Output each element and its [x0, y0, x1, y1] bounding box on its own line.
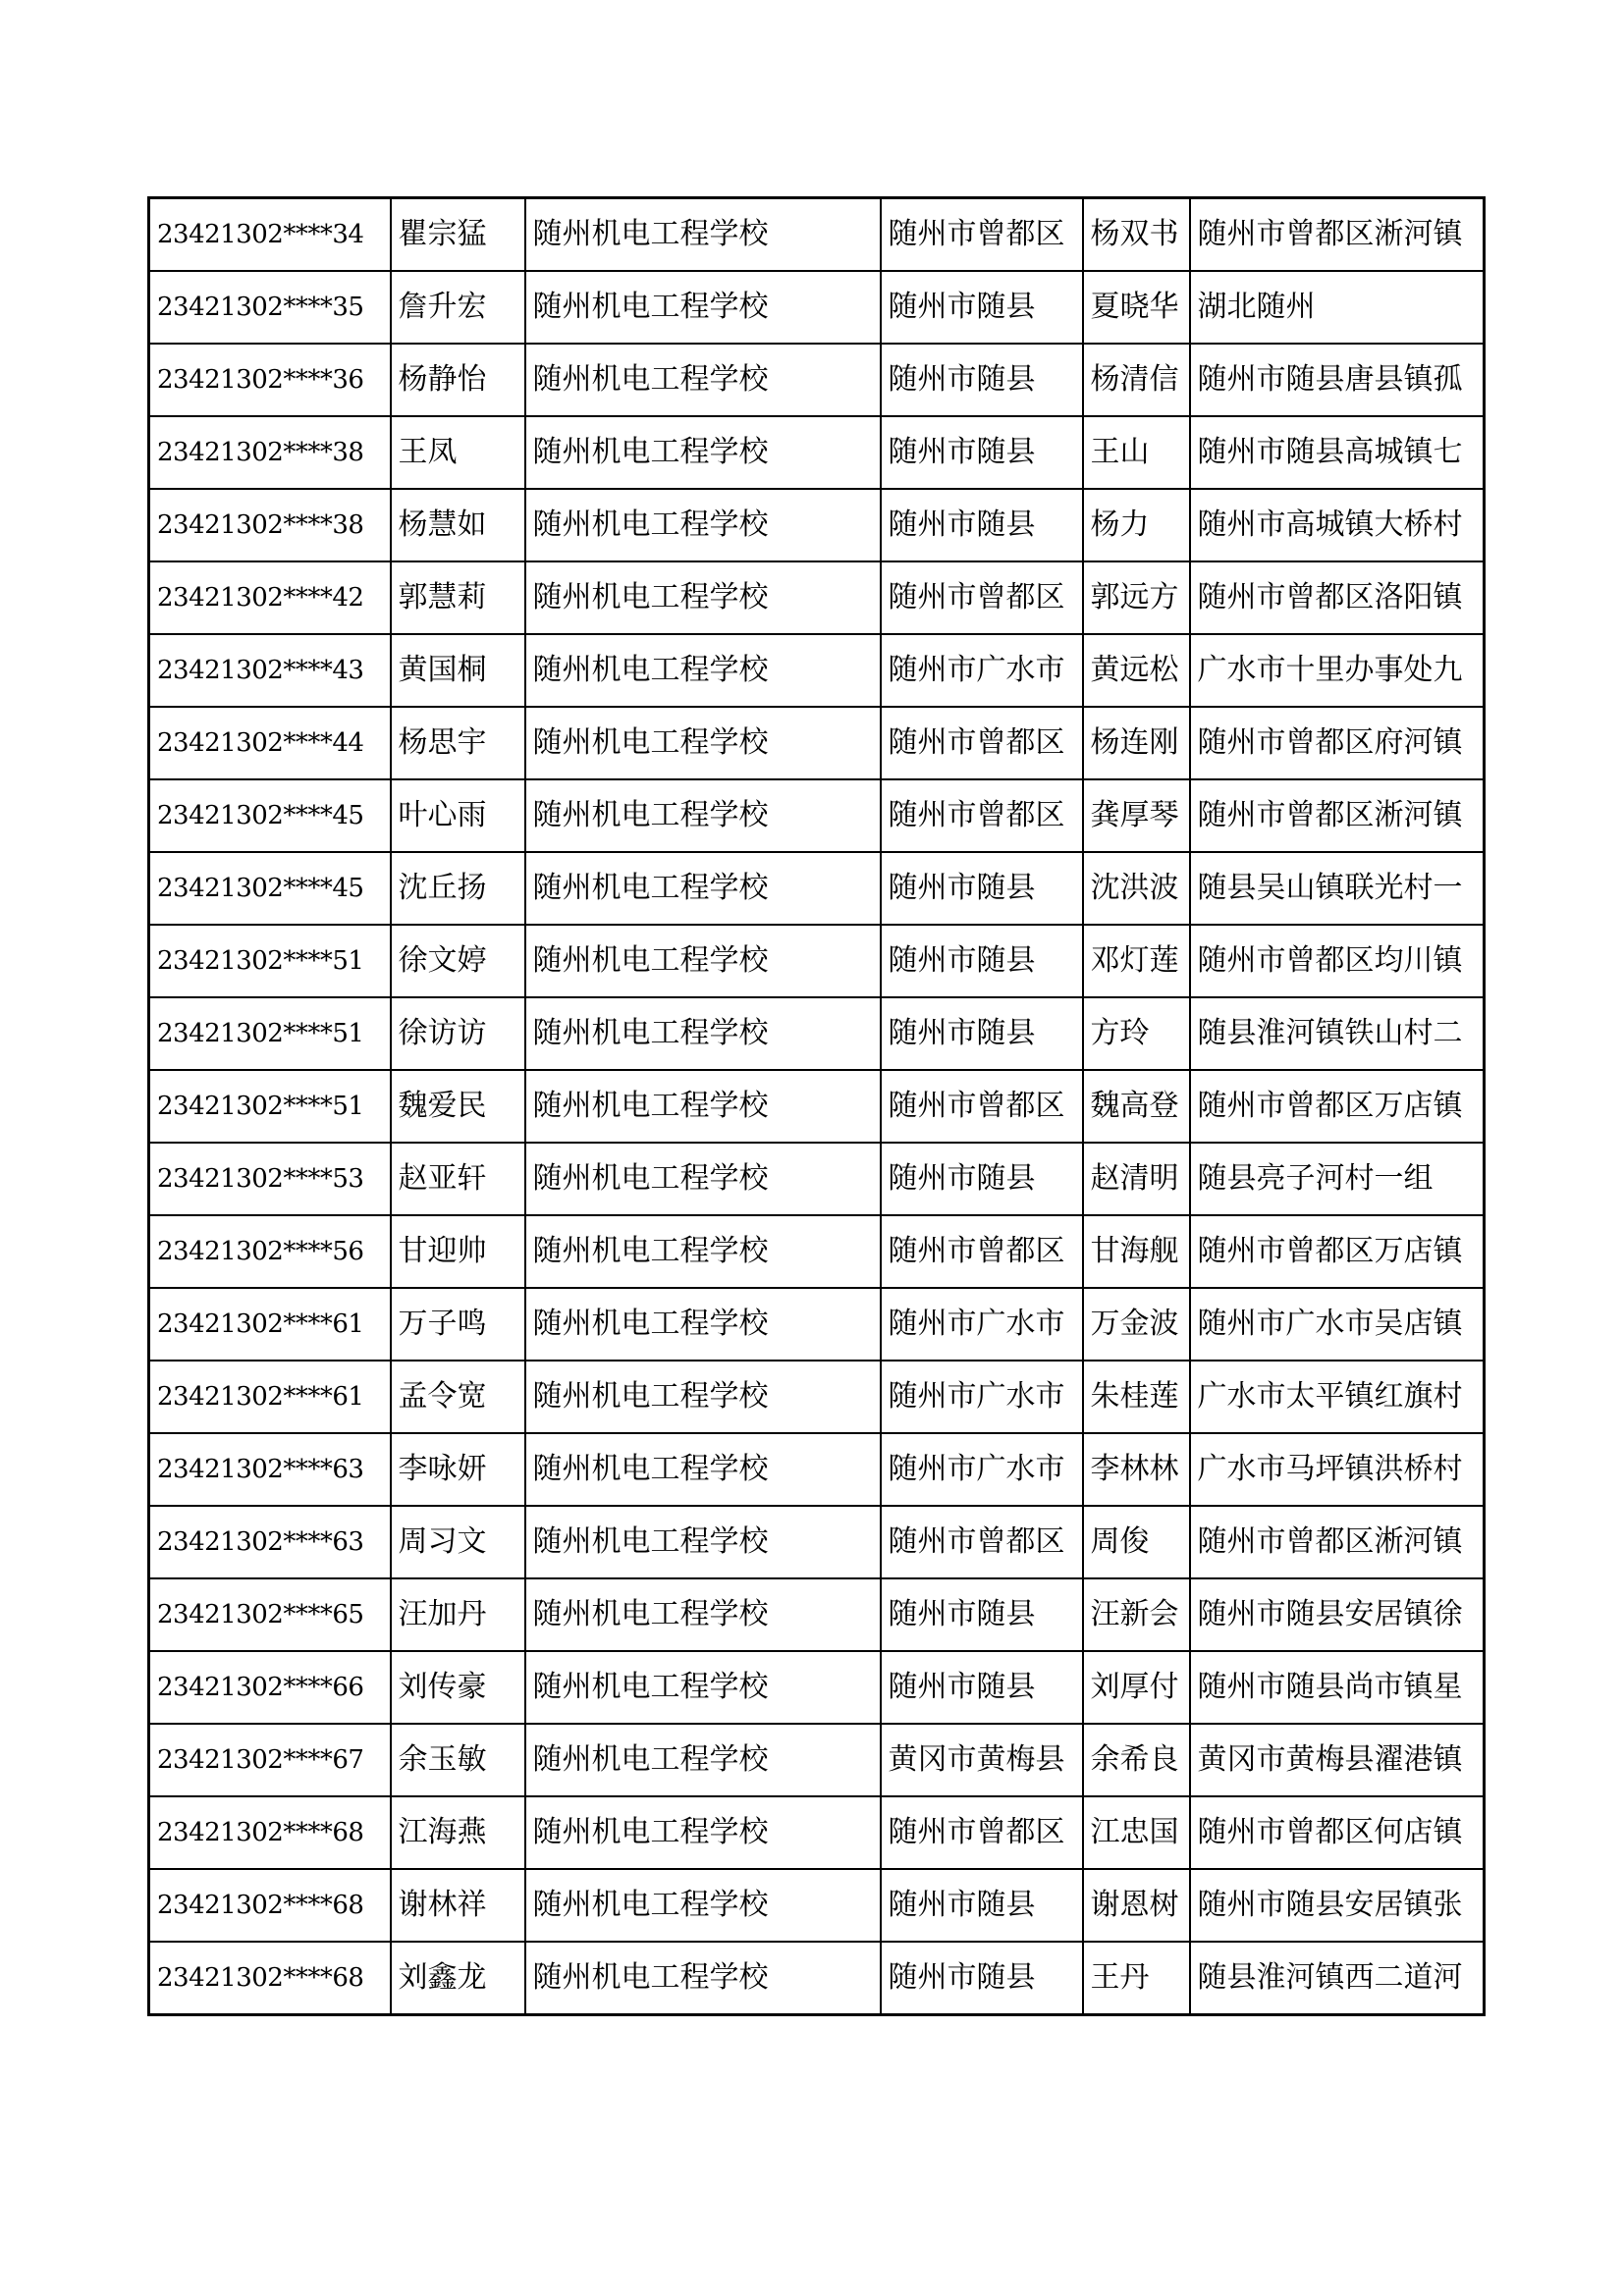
student-name-cell: 甘迎帅: [391, 1215, 525, 1288]
address-cell: 随州市随县高城镇七: [1190, 416, 1485, 489]
student-name-cell: 郭慧莉: [391, 561, 525, 634]
student-name-cell: 孟令宽: [391, 1361, 525, 1433]
table-row: [149, 1361, 1485, 1433]
student-id-cell: 23421302****51: [149, 1070, 391, 1143]
region-cell: 随州市随县: [881, 416, 1083, 489]
region-cell: 随州市随县: [881, 271, 1083, 344]
table-row: [149, 1796, 1485, 1869]
address-cell: 随州市曾都区均川镇: [1190, 925, 1485, 997]
region-cell: 随州市曾都区: [881, 707, 1083, 779]
student-id-cell: 23421302****45: [149, 852, 391, 925]
table-row: [149, 416, 1485, 489]
guardian-cell: 郭远方: [1083, 561, 1190, 634]
student-name-cell: 周习文: [391, 1506, 525, 1578]
address-cell: 随州市曾都区万店镇: [1190, 1215, 1485, 1288]
region-cell: 随州市曾都区: [881, 1796, 1083, 1869]
table-row: [149, 1288, 1485, 1361]
guardian-cell: 周俊: [1083, 1506, 1190, 1578]
student-id-cell: 23421302****51: [149, 997, 391, 1070]
student-name-cell: 谢林祥: [391, 1869, 525, 1942]
guardian-cell: 王丹: [1083, 1942, 1190, 2015]
address-cell: 随州市曾都区淅河镇: [1190, 1506, 1485, 1578]
region-cell: 随州市广水市: [881, 634, 1083, 707]
student-name-cell: 杨静怡: [391, 344, 525, 416]
region-cell: 随州市随县: [881, 1869, 1083, 1942]
guardian-cell: 方玲: [1083, 997, 1190, 1070]
table-row: [149, 489, 1485, 561]
student-name-cell: 刘传豪: [391, 1651, 525, 1724]
table-row: [149, 1724, 1485, 1796]
student-id-cell: 23421302****44: [149, 707, 391, 779]
address-cell: 广水市十里办事处九: [1190, 634, 1485, 707]
guardian-cell: 甘海舰: [1083, 1215, 1190, 1288]
student-name-cell: 詹升宏: [391, 271, 525, 344]
address-cell: 广水市太平镇红旗村: [1190, 1361, 1485, 1433]
student-name-cell: 瞿宗猛: [391, 198, 525, 272]
table-row: [149, 1578, 1485, 1651]
table-row: [149, 1143, 1485, 1215]
guardian-cell: 龚厚琴: [1083, 779, 1190, 852]
table-row: [149, 925, 1485, 997]
guardian-cell: 杨双书: [1083, 198, 1190, 272]
school-cell: 随州机电工程学校: [525, 1143, 881, 1215]
student-name-cell: 汪加丹: [391, 1578, 525, 1651]
guardian-cell: 魏高登: [1083, 1070, 1190, 1143]
student-id-cell: 23421302****65: [149, 1578, 391, 1651]
school-cell: 随州机电工程学校: [525, 1869, 881, 1942]
school-cell: 随州机电工程学校: [525, 1433, 881, 1506]
student-name-cell: 赵亚轩: [391, 1143, 525, 1215]
student-name-cell: 杨慧如: [391, 489, 525, 561]
guardian-cell: 汪新会: [1083, 1578, 1190, 1651]
school-cell: 随州机电工程学校: [525, 707, 881, 779]
address-cell: 随州市曾都区淅河镇: [1190, 198, 1485, 272]
student-id-cell: 23421302****63: [149, 1433, 391, 1506]
student-name-cell: 黄国桐: [391, 634, 525, 707]
table-row: [149, 271, 1485, 344]
school-cell: 随州机电工程学校: [525, 1578, 881, 1651]
region-cell: 随州市曾都区: [881, 561, 1083, 634]
school-cell: 随州机电工程学校: [525, 1796, 881, 1869]
region-cell: 随州市广水市: [881, 1361, 1083, 1433]
table-row: [149, 1215, 1485, 1288]
table-row: [149, 707, 1485, 779]
region-cell: 随州市随县: [881, 1578, 1083, 1651]
region-cell: 随州市随县: [881, 997, 1083, 1070]
student-id-cell: 23421302****63: [149, 1506, 391, 1578]
region-cell: 随州市随县: [881, 1942, 1083, 2015]
address-cell: 随州市曾都区万店镇: [1190, 1070, 1485, 1143]
school-cell: 随州机电工程学校: [525, 1651, 881, 1724]
guardian-cell: 朱桂莲: [1083, 1361, 1190, 1433]
address-cell: 随县淮河镇西二道河: [1190, 1942, 1485, 2015]
region-cell: 黄冈市黄梅县: [881, 1724, 1083, 1796]
school-cell: 随州机电工程学校: [525, 852, 881, 925]
student-name-cell: 徐文婷: [391, 925, 525, 997]
table-row: [149, 1070, 1485, 1143]
region-cell: 随州市随县: [881, 1651, 1083, 1724]
region-cell: 随州市随县: [881, 344, 1083, 416]
table-row: [149, 852, 1485, 925]
address-cell: 随州市随县安居镇张: [1190, 1869, 1485, 1942]
student-id-cell: 23421302****35: [149, 271, 391, 344]
student-name-cell: 徐访访: [391, 997, 525, 1070]
table-row: [149, 1506, 1485, 1578]
region-cell: 随州市广水市: [881, 1288, 1083, 1361]
table-row: [149, 344, 1485, 416]
table-row: [149, 1651, 1485, 1724]
address-cell: 随州市曾都区府河镇: [1190, 707, 1485, 779]
student-id-cell: 23421302****51: [149, 925, 391, 997]
student-name-cell: 余玉敏: [391, 1724, 525, 1796]
student-id-cell: 23421302****56: [149, 1215, 391, 1288]
student-name-cell: 江海燕: [391, 1796, 525, 1869]
student-id-cell: 23421302****38: [149, 416, 391, 489]
guardian-cell: 谢恩树: [1083, 1869, 1190, 1942]
address-cell: 广水市马坪镇洪桥村: [1190, 1433, 1485, 1506]
region-cell: 随州市曾都区: [881, 1215, 1083, 1288]
guardian-cell: 杨连刚: [1083, 707, 1190, 779]
student-id-cell: 23421302****68: [149, 1869, 391, 1942]
student-id-cell: 23421302****42: [149, 561, 391, 634]
student-id-cell: 23421302****68: [149, 1942, 391, 2015]
student-id-cell: 23421302****43: [149, 634, 391, 707]
school-cell: 随州机电工程学校: [525, 344, 881, 416]
student-name-cell: 刘鑫龙: [391, 1942, 525, 2015]
guardian-cell: 邓灯莲: [1083, 925, 1190, 997]
guardian-cell: 杨力: [1083, 489, 1190, 561]
student-id-cell: 23421302****61: [149, 1361, 391, 1433]
student-id-cell: 23421302****45: [149, 779, 391, 852]
student-name-cell: 李咏妍: [391, 1433, 525, 1506]
region-cell: 随州市随县: [881, 489, 1083, 561]
student-roster-table: [147, 196, 1486, 2016]
school-cell: 随州机电工程学校: [525, 1361, 881, 1433]
student-name-cell: 叶心雨: [391, 779, 525, 852]
school-cell: 随州机电工程学校: [525, 779, 881, 852]
table-row: [149, 779, 1485, 852]
school-cell: 随州机电工程学校: [525, 634, 881, 707]
table-row: [149, 1942, 1485, 2015]
guardian-cell: 李林林: [1083, 1433, 1190, 1506]
table-row: [149, 561, 1485, 634]
school-cell: 随州机电工程学校: [525, 1288, 881, 1361]
address-cell: 随州市曾都区何店镇: [1190, 1796, 1485, 1869]
address-cell: 随县亮子河村一组: [1190, 1143, 1485, 1215]
school-cell: 随州机电工程学校: [525, 1942, 881, 2015]
address-cell: 随县吴山镇联光村一: [1190, 852, 1485, 925]
school-cell: 随州机电工程学校: [525, 271, 881, 344]
school-cell: 随州机电工程学校: [525, 925, 881, 997]
address-cell: 随州市广水市吴店镇: [1190, 1288, 1485, 1361]
student-id-cell: 23421302****36: [149, 344, 391, 416]
address-cell: 随州市曾都区洛阳镇: [1190, 561, 1485, 634]
table-row: [149, 634, 1485, 707]
region-cell: 随州市广水市: [881, 1433, 1083, 1506]
region-cell: 随州市曾都区: [881, 779, 1083, 852]
region-cell: 随州市随县: [881, 1143, 1083, 1215]
student-id-cell: 23421302****61: [149, 1288, 391, 1361]
guardian-cell: 沈洪波: [1083, 852, 1190, 925]
address-cell: 黄冈市黄梅县濯港镇: [1190, 1724, 1485, 1796]
school-cell: 随州机电工程学校: [525, 1506, 881, 1578]
region-cell: 随州市随县: [881, 925, 1083, 997]
table-row: [149, 1869, 1485, 1942]
guardian-cell: 赵清明: [1083, 1143, 1190, 1215]
address-cell: 湖北随州: [1190, 271, 1485, 344]
school-cell: 随州机电工程学校: [525, 489, 881, 561]
school-cell: 随州机电工程学校: [525, 561, 881, 634]
address-cell: 随州市曾都区淅河镇: [1190, 779, 1485, 852]
table-row: [149, 1433, 1485, 1506]
address-cell: 随县淮河镇铁山村二: [1190, 997, 1485, 1070]
region-cell: 随州市曾都区: [881, 1070, 1083, 1143]
student-name-cell: 杨思宇: [391, 707, 525, 779]
guardian-cell: 杨清信: [1083, 344, 1190, 416]
address-cell: 随州市高城镇大桥村: [1190, 489, 1485, 561]
guardian-cell: 江忠国: [1083, 1796, 1190, 1869]
guardian-cell: 万金波: [1083, 1288, 1190, 1361]
address-cell: 随州市随县唐县镇孤: [1190, 344, 1485, 416]
guardian-cell: 夏晓华: [1083, 271, 1190, 344]
student-name-cell: 魏爱民: [391, 1070, 525, 1143]
guardian-cell: 刘厚付: [1083, 1651, 1190, 1724]
region-cell: 随州市曾都区: [881, 198, 1083, 272]
school-cell: 随州机电工程学校: [525, 1070, 881, 1143]
student-id-cell: 23421302****34: [149, 198, 391, 272]
student-id-cell: 23421302****53: [149, 1143, 391, 1215]
school-cell: 随州机电工程学校: [525, 1724, 881, 1796]
roster-body: [149, 198, 1485, 2015]
table-row: [149, 198, 1485, 272]
guardian-cell: 余希良: [1083, 1724, 1190, 1796]
region-cell: 随州市随县: [881, 852, 1083, 925]
student-name-cell: 万子鸣: [391, 1288, 525, 1361]
school-cell: 随州机电工程学校: [525, 198, 881, 272]
student-id-cell: 23421302****38: [149, 489, 391, 561]
student-id-cell: 23421302****66: [149, 1651, 391, 1724]
guardian-cell: 黄远松: [1083, 634, 1190, 707]
student-name-cell: 王凤: [391, 416, 525, 489]
address-cell: 随州市随县尚市镇星: [1190, 1651, 1485, 1724]
student-id-cell: 23421302****67: [149, 1724, 391, 1796]
school-cell: 随州机电工程学校: [525, 1215, 881, 1288]
school-cell: 随州机电工程学校: [525, 416, 881, 489]
address-cell: 随州市随县安居镇徐: [1190, 1578, 1485, 1651]
student-id-cell: 23421302****68: [149, 1796, 391, 1869]
table-row: [149, 997, 1485, 1070]
guardian-cell: 王山: [1083, 416, 1190, 489]
school-cell: 随州机电工程学校: [525, 997, 881, 1070]
region-cell: 随州市曾都区: [881, 1506, 1083, 1578]
student-name-cell: 沈丘扬: [391, 852, 525, 925]
